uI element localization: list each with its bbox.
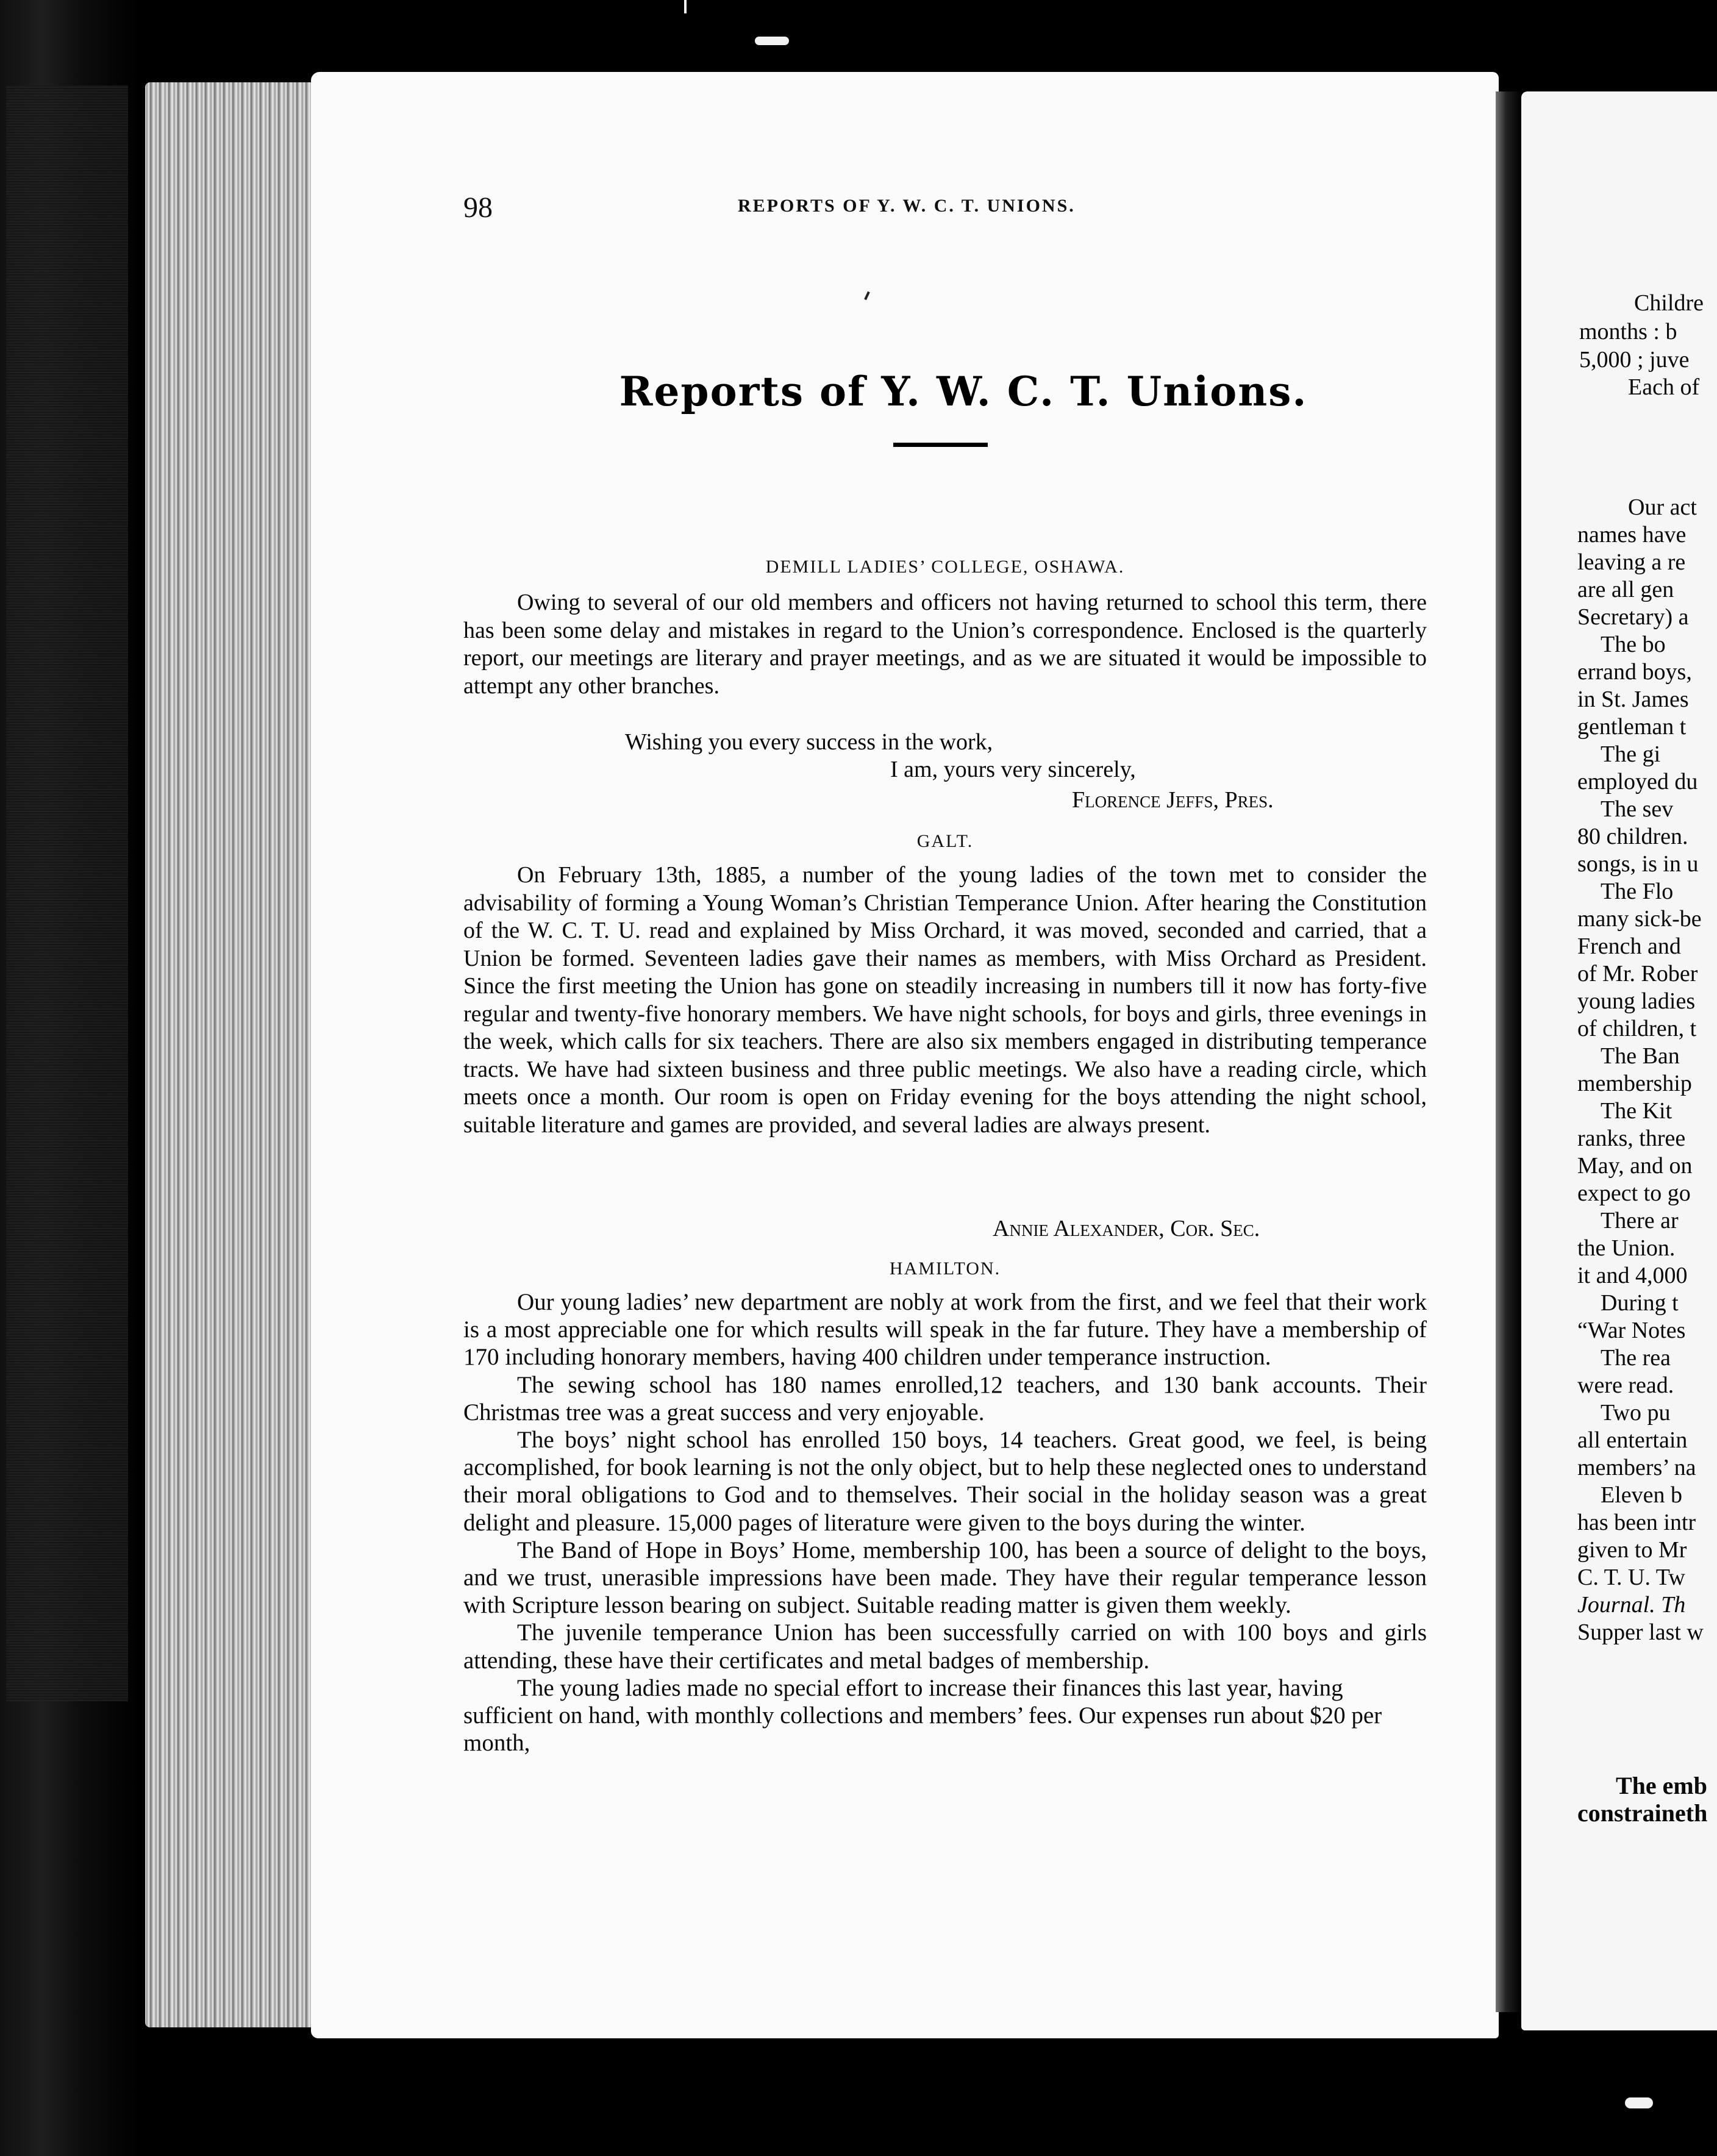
right-page-line: are all gen: [1577, 577, 1674, 602]
scan-artifact: [1625, 2097, 1653, 2108]
right-page-line: C. T. U. Tw: [1577, 1565, 1685, 1590]
right-page-line: Supper last w: [1577, 1619, 1704, 1645]
right-page-line: gentleman t: [1577, 714, 1687, 740]
demill-closing-wishing: Wishing you every success in the work,: [625, 729, 993, 755]
right-page-line: months : b: [1579, 319, 1677, 344]
scan-artifact: [684, 0, 687, 13]
right-page-line: Journal. Th: [1577, 1592, 1686, 1618]
right-page-line: Eleven b: [1601, 1482, 1683, 1508]
right-page-line: Secretary) a: [1577, 604, 1689, 630]
right-page-line: employed du: [1577, 769, 1698, 794]
page-title: Reports of Y. W. C. T. Unions.: [619, 368, 1308, 415]
galt-signature: Annie Alexander, Cor. Sec.: [993, 1216, 1260, 1241]
right-page-line: songs, is in u: [1577, 851, 1699, 877]
right-page-line: The bo: [1601, 632, 1666, 657]
right-page-line: The sev: [1601, 796, 1674, 822]
right-page-line: The rea: [1601, 1345, 1671, 1371]
left-page: [311, 72, 1499, 2038]
right-page-line: The Kit: [1601, 1098, 1672, 1124]
right-page-line: members’ na: [1577, 1455, 1696, 1480]
galt-paragraph: On February 13th, 1885, a number of the young ladies of the town met to consider the advisability of forming a Young Woman’s Christian Temperance Union. After hearing the Constitution of the W. C. T. U. read and explained by Miss Orchard, it was moved, seconded and carried, that a Union be formed. Seventeen ladies gave their names as members, with Miss Orchard as President. Since the first meeting the Union has gone on steadily increasing in numbers till it now has forty-five regular and twenty-five honorary members. We have night schools, for boys and girls, three evenings in the week, which calls for six teachers. There are also six members engaged in distributing temperance tracts. We have had sixteen business and three public meetings. We also have a reading circle, which meets once a month. Our room is open on Friday evening for the boys attending the night school, suitable literature and games are provided, and several ladies are always present.: [463, 862, 1427, 1138]
book-cover-spine: [0, 0, 140, 2156]
right-page-line: has been intr: [1577, 1510, 1696, 1535]
demill-closing-yours: I am, yours very sincerely,: [890, 757, 1136, 782]
hamilton-paragraph: The Band of Hope in Boys’ Home, membership 100, has been a source of delight to the boys, and we trust, unerasible impressions have been made. They have their regular temperance lesson with Scripture lesson bearing on subject. Suitable reading matter is given them weekly.: [463, 1537, 1427, 1619]
ink-speck: [864, 291, 870, 300]
right-page-line: in St. James: [1577, 687, 1689, 712]
page-edges: [145, 82, 313, 2027]
section-heading-demill: DEMILL LADIES’ COLLEGE, OSHAWA.: [765, 557, 1125, 577]
right-page-line: May, and on: [1577, 1153, 1693, 1179]
right-page-line: leaving a re: [1577, 549, 1686, 575]
right-page-fragment: [1521, 91, 1717, 2030]
hamilton-paragraph: The sewing school has 180 names enrolled,12 teachers, and 130 bank accounts. Their Christmas tree was a great success and very enjoyable.: [463, 1371, 1427, 1426]
right-page-line: The Ban: [1601, 1043, 1680, 1069]
section-heading-hamilton: HAMILTON.: [889, 1258, 1001, 1279]
hamilton-paragraph: The juvenile temperance Union has been successfully carried on with 100 boys and girls attending, these have their certificates and metal badges of membership.: [463, 1619, 1427, 1674]
hamilton-paragraph: The young ladies made no special effort to increase their finances this last year, having sufficient on hand, with monthly collections and members’ fees. Our expenses run about $20 per month,: [463, 1674, 1382, 1757]
right-page-line: Childre: [1634, 290, 1704, 316]
book-gutter: [1496, 91, 1521, 2012]
demill-paragraph: Owing to several of our old members and officers not having returned to school this term, there has been some delay and mistakes in regard to the Union’s correspondence. Enclosed is the quarterly report, our meetings are literary and prayer meetings, and as we are situated it would be impossible to attempt any other branches.: [463, 590, 1427, 699]
right-page-line: were read.: [1577, 1372, 1674, 1398]
right-page-line: ranks, three: [1577, 1126, 1686, 1151]
right-page-line: There ar: [1601, 1208, 1679, 1233]
right-page-line: of Mr. Rober: [1577, 961, 1698, 987]
title-rule: [893, 443, 988, 447]
demill-signature: Florence Jeffs, Pres.: [1072, 787, 1274, 813]
right-page-line: The Flo: [1601, 879, 1674, 904]
right-page-line: French and: [1577, 933, 1681, 959]
right-page-line: The emb: [1616, 1772, 1707, 1799]
right-page-line: 80 children.: [1577, 824, 1688, 849]
right-page-line: expect to go: [1577, 1180, 1691, 1206]
hamilton-paragraph: The boys’ night school has enrolled 150 boys, 14 teachers. Great good, we feel, is being accomplished, for book learning is not the only object, but to help these neglected ones to understand their moral obligations to God and to themselves. Their social in the holiday season was a great delight and pleasure. 15,000 pages of literature were given to the boys during the winter.: [463, 1427, 1427, 1536]
right-page-line: errand boys,: [1577, 659, 1692, 685]
right-page-line: During t: [1601, 1290, 1679, 1316]
right-page-line: The gi: [1601, 741, 1661, 767]
galt-paragraph-block: [463, 862, 1427, 1139]
page-number: 98: [463, 191, 493, 224]
demill-paragraph-block: [463, 589, 1427, 700]
right-page-line: constraineth: [1577, 1799, 1708, 1827]
right-page-line: of children, t: [1577, 1016, 1697, 1041]
scan-artifact: [755, 37, 789, 45]
hamilton-text-block: [463, 1288, 1427, 1757]
right-page-line: 5,000 ; juve: [1579, 347, 1690, 373]
right-page-line: it and 4,000: [1577, 1263, 1688, 1288]
right-page-line: many sick-be: [1577, 906, 1702, 932]
right-page-line: Each of: [1628, 374, 1700, 400]
cloth-texture: [6, 85, 128, 1701]
section-heading-galt: GALT.: [916, 831, 974, 851]
right-page-line: names have: [1577, 522, 1687, 548]
right-page-line: “War Notes: [1577, 1318, 1686, 1343]
hamilton-paragraph: Our young ladies’ new department are nobly at work from the first, and we feel that their work is a most appreciable one for which results will speak in the far future. They have a membership of 170 including honorary members, having 400 children under temperance instruction.: [463, 1289, 1427, 1371]
right-page-line: the Union.: [1577, 1235, 1676, 1261]
right-page-line: all entertain: [1577, 1427, 1688, 1453]
running-head: REPORTS OF Y. W. C. T. UNIONS.: [738, 196, 1076, 216]
right-page-line: Our act: [1628, 494, 1697, 520]
right-page-line: membership: [1577, 1071, 1692, 1096]
right-page-line: Two pu: [1601, 1400, 1671, 1426]
right-page-line: given to Mr: [1577, 1537, 1687, 1563]
right-page-line: young ladies: [1577, 988, 1696, 1014]
